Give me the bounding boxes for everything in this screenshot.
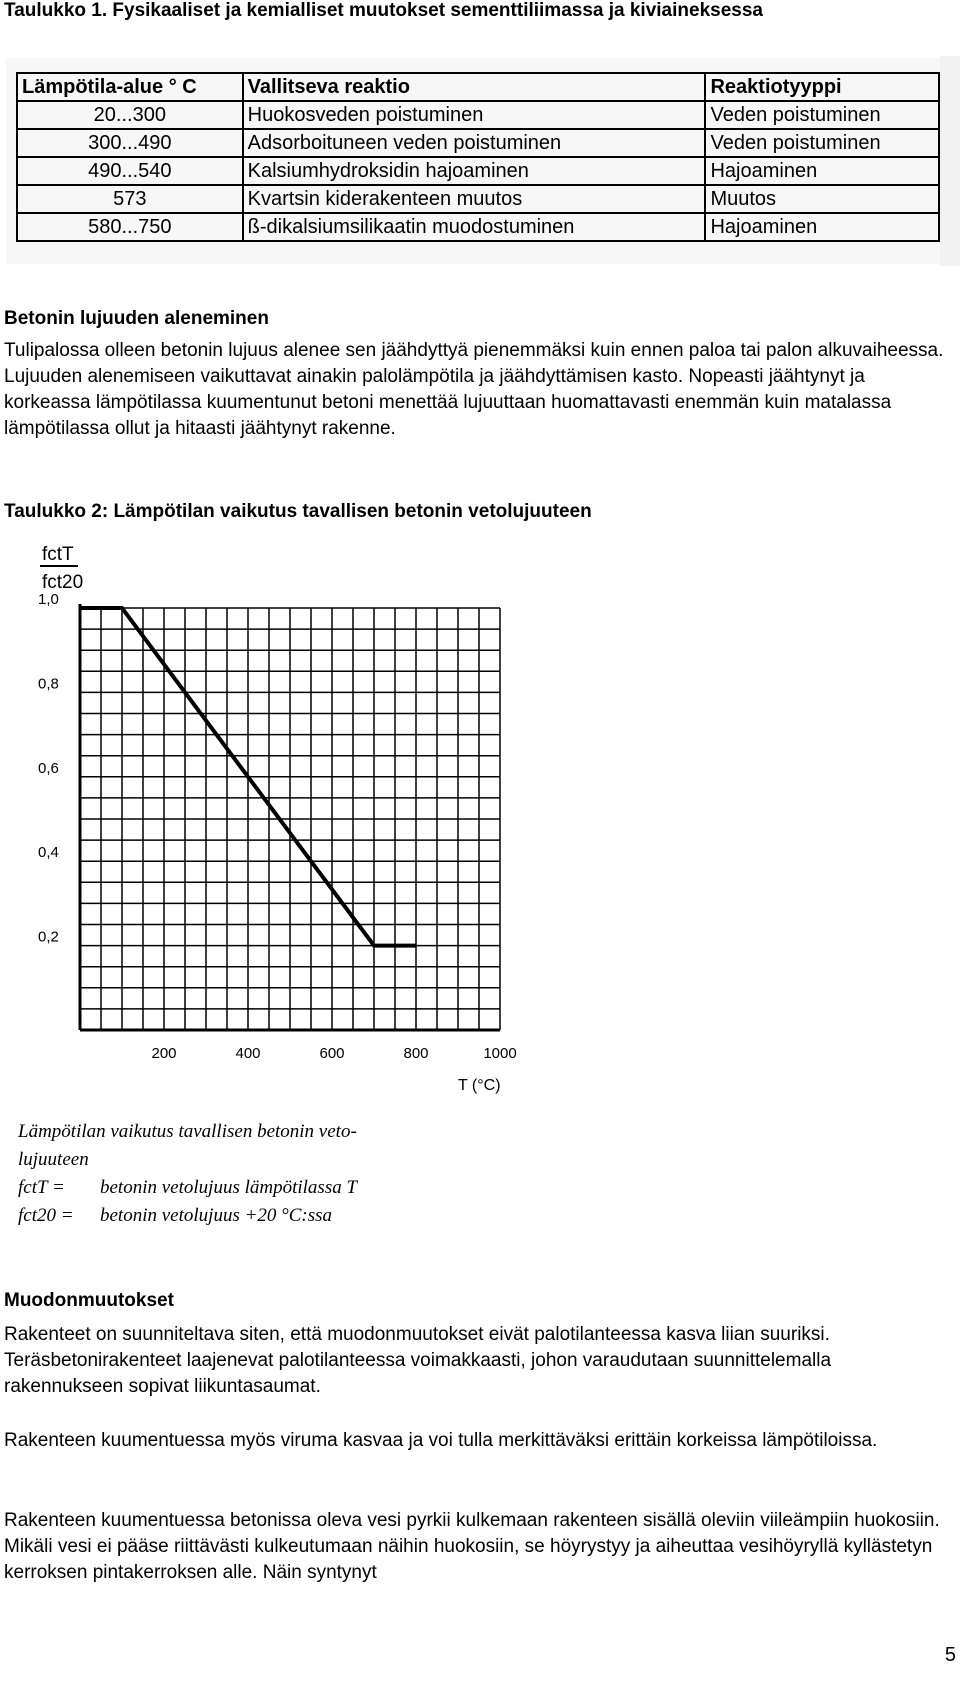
table-row [17, 213, 939, 241]
table-cell: Huokosveden poistuminen [243, 101, 706, 129]
table-cell: Hajoaminen [705, 213, 939, 241]
x-tick-label: 1000 [483, 1045, 517, 1062]
section-paragraph: Rakenteet on suunniteltava siten, että muodonmuutokset eivät palotilanteessa kasva liian suuriksi. Teräsbetonirakenteet laajenevat palotilanteessa voimakkaasti, johon varaudutaan suunnittelemalla rakennukseen sopivat liikuntasaumat. [4, 1324, 832, 1397]
legend-caption: Lämpötilan vaikutus tavallisen betonin veto- [18, 1121, 357, 1142]
section-paragraph: Tulipalossa olleen betonin lujuus alenee sen jäähdyttyä pienemmäksi kuin ennen paloa tai palon alkuvaiheessa. Lujuuden alenemiseen vaikuttavat ainakin palolämpötila ja jäähdyttämisen kasto. Nopeasti jäähtynyt ja korkeassa lämpötilassa kuumentunut betoni menettää lujuuttaan huomattavasti enemmän kuin matalassa lämpötilassa ollut ja hitaasti jäähtynyt rakenne. [4, 340, 944, 439]
table-cell: Veden poistuminen [705, 101, 939, 129]
y-tick-label: 0,8 [38, 675, 59, 693]
table-row [17, 157, 939, 185]
x-tick-label: 400 [235, 1045, 261, 1062]
table2-title: Taulukko 2: Lämpötilan vaikutus tavallisen betonin vetolujuuteen [4, 501, 592, 522]
y-tick-label: 0,4 [38, 844, 59, 862]
table-header: Reaktiotyyppi [705, 73, 939, 101]
table-cell: Muutos [705, 185, 939, 213]
table-cell: 20...300 [17, 101, 243, 129]
legend-caption: lujuuteen [18, 1149, 89, 1170]
table-cell: 580...750 [17, 213, 243, 241]
legend-symbol: fctT = [18, 1177, 65, 1198]
table-row [17, 129, 939, 157]
chart-grid [80, 608, 500, 1030]
table-header: Lämpötila-alue ° C [17, 73, 243, 101]
table-cell: Kalsiumhydroksidin hajoaminen [243, 157, 706, 185]
y-tick-label: 0,2 [38, 928, 59, 946]
table-header: Vallitseva reaktio [243, 73, 706, 101]
table-row [17, 185, 939, 213]
section-heading: Betonin lujuuden aleneminen [4, 308, 269, 329]
legend-text: betonin vetolujuus +20 °C:ssa [100, 1205, 333, 1226]
legend-row [18, 1202, 357, 1230]
table-cell: 490...540 [17, 157, 243, 185]
y-tick-label: 1,0 [38, 591, 59, 608]
table-cell: 573 [17, 185, 243, 213]
table-cell: Hajoaminen [705, 157, 939, 185]
y-axis-label-denominator: fct20 [42, 572, 84, 593]
chart-legend [18, 1118, 357, 1230]
table-header-row [17, 73, 939, 101]
table-cell: 300...490 [17, 129, 243, 157]
y-axis-label-numerator: fctT [42, 544, 74, 565]
section-paragraph: Rakenteen kuumentuessa myös viruma kasvaa ja voi tulla merkittäväksi erittäin korkeissa lämpötiloissa. [4, 1430, 878, 1451]
x-tick-label: 800 [403, 1045, 429, 1062]
legend-text: betonin vetolujuus lämpötilassa T [100, 1177, 358, 1198]
table-cell: Adsorboituneen veden poistuminen [243, 129, 706, 157]
x-tick-label: 600 [319, 1045, 345, 1062]
tensile-strength-chart [30, 536, 517, 1096]
legend-row [18, 1174, 357, 1202]
table1-title: Taulukko 1. Fysikaaliset ja kemialliset muutokset sementtiliimassa ja kiviaineksessa [4, 0, 763, 21]
table-cell: ß-dikalsiumsilikaatin muodostuminen [243, 213, 706, 241]
table-row [17, 101, 939, 129]
y-tick-label: 0,6 [38, 759, 59, 777]
table1-shadow [940, 56, 960, 266]
page-number: 5 [944, 1644, 956, 1666]
reactions-table [16, 72, 940, 242]
table-cell: Veden poistuminen [705, 129, 939, 157]
section-paragraph: Rakenteen kuumentuessa betonissa oleva vesi pyrkii kulkemaan rakenteen sisällä oleviin viileämpiin huokosiin. Mikäli vesi ei pääse riittävästi kulkeutumaan näihin huokosiin, se höyrystyy ja aiheuttaa vesihöyryllä kyllästetyn kerroksen pintakerroksen alle. Näin syntynyt [4, 1510, 940, 1583]
x-tick-label: 200 [151, 1045, 177, 1062]
table-cell: Kvartsin kiderakenteen muutos [243, 185, 706, 213]
x-axis-label: T (°C) [458, 1077, 501, 1094]
legend-symbol: fct20 = [18, 1205, 74, 1226]
section-heading: Muodonmuutokset [4, 1290, 174, 1311]
